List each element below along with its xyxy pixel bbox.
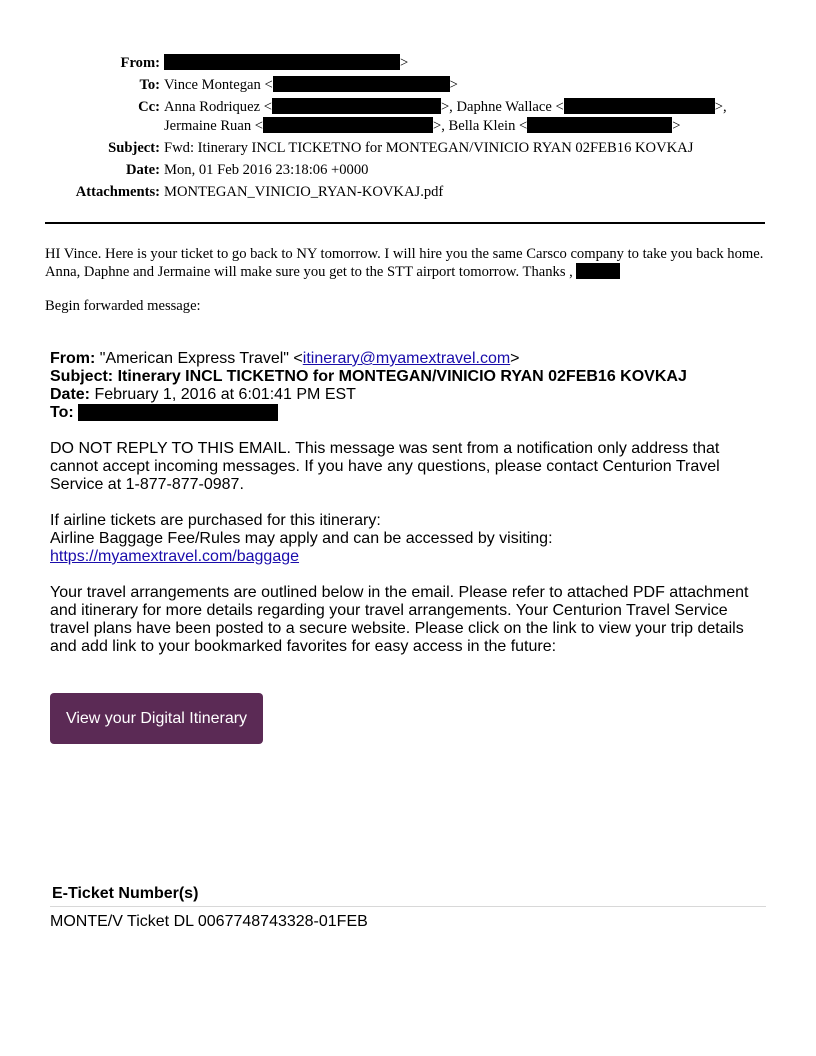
baggage-link[interactable]: https://myamextravel.com/baggage	[50, 548, 300, 565]
fwd-date-value: February 1, 2016 at 6:01:41 PM EST	[90, 386, 356, 403]
to-name: Vince Montegan <	[164, 77, 273, 93]
fwd-paragraph-3: Your travel arrangements are outlined below in the email. Please refer to attached PDF attachment and itinerary for more details regarding your travel arrangements. Your Centurion Travel Service travel plans have been posted to a secure website. Please click on the link to view your trip details and add link to your bookmarked favorites for easy access in the future:	[50, 584, 749, 655]
from-label: From:	[120, 55, 160, 71]
redaction-block	[272, 98, 441, 114]
intro-message	[45, 245, 769, 281]
eticket-heading: E-Ticket Number(s)	[52, 885, 199, 902]
redaction-block	[527, 117, 672, 133]
fwd-from-name: "American Express Travel" <	[95, 350, 303, 367]
fwd-paragraph-2-line-1: If airline tickets are purchased for this itinerary:	[50, 512, 381, 529]
redaction-block	[78, 404, 278, 421]
fwd-paragraph-2-line-2: Airline Baggage Fee/Rules may apply and can be accessed by visiting:	[50, 530, 553, 547]
cc-value-line2	[164, 117, 681, 135]
redaction-block	[576, 263, 620, 279]
cc-suffix: >	[672, 118, 681, 134]
fwd-from-email-link[interactable]: itinerary@myamextravel.com	[302, 350, 511, 367]
fwd-to-label: To:	[50, 404, 74, 421]
eticket-divider	[50, 906, 766, 907]
cc-suffix: >,	[714, 99, 727, 115]
fwd-from-row	[50, 350, 770, 368]
fwd-paragraph-1: DO NOT REPLY TO THIS EMAIL. This message was sent from a notification only address that cannot accept incoming messages. If you have any questions, please contact Centurion Travel Service at 1-877-877-0987.	[50, 440, 720, 493]
fwd-subject-value: Itinerary INCL TICKETNO for MONTEGAN/VINICIO RYAN 02FEB16 KOVKAJ	[113, 368, 687, 385]
fwd-from-suffix: >	[510, 350, 520, 367]
cc-value-line1	[164, 98, 727, 116]
cc-label: Cc:	[138, 99, 160, 115]
attachments-label: Attachments:	[75, 184, 160, 200]
cc-name-anna: Anna Rodriquez <	[164, 99, 272, 115]
fwd-from-label: From:	[50, 350, 96, 367]
intro-text: HI Vince. Here is your ticket to go back to NY tomorrow. I will hire you the same Carsco company to take you back home. Anna, Daphne and Jermaine will make sure you get to the STT airport tomorrow. Thanks ,	[45, 246, 764, 280]
fwd-subject-label: Subject:	[50, 368, 114, 385]
eticket-value: MONTE/V Ticket DL 0067748743328-01FEB	[50, 913, 368, 930]
view-itinerary-button[interactable]: View your Digital Itinerary	[50, 693, 263, 744]
subject-label: Subject:	[108, 140, 160, 156]
from-value	[164, 54, 408, 72]
fwd-date-label: Date:	[50, 386, 91, 403]
fwd-date-row	[50, 386, 770, 404]
redaction-block	[164, 54, 400, 70]
fwd-subject-row	[50, 368, 770, 386]
redaction-block	[564, 98, 715, 114]
fwd-paragraph-2	[50, 512, 770, 566]
attachment-file[interactable]: MONTEGAN_VINICIO_RYAN-KOVKAJ.pdf	[164, 184, 444, 200]
date-value: Mon, 01 Feb 2016 23:18:06 +0000	[164, 162, 369, 178]
redaction-block	[273, 76, 450, 92]
to-suffix: >	[449, 77, 458, 93]
to-label: To:	[139, 77, 160, 93]
header-divider	[45, 222, 765, 224]
to-value	[164, 76, 458, 94]
begin-forwarded-label: Begin forwarded message:	[45, 298, 201, 314]
subject-value: Fwd: Itinerary INCL TICKETNO for MONTEGAN/VINICIO RYAN 02FEB16 KOVKAJ	[164, 140, 694, 156]
cc-name-jermaine: Jermaine Ruan <	[164, 118, 264, 134]
from-suffix: >	[400, 55, 409, 71]
fwd-to-row	[50, 404, 770, 422]
redaction-block	[263, 117, 433, 133]
date-label: Date:	[125, 162, 160, 178]
cc-name-daphne: >, Daphne Wallace <	[440, 99, 564, 115]
cc-name-bella: >, Bella Klein <	[433, 118, 528, 134]
